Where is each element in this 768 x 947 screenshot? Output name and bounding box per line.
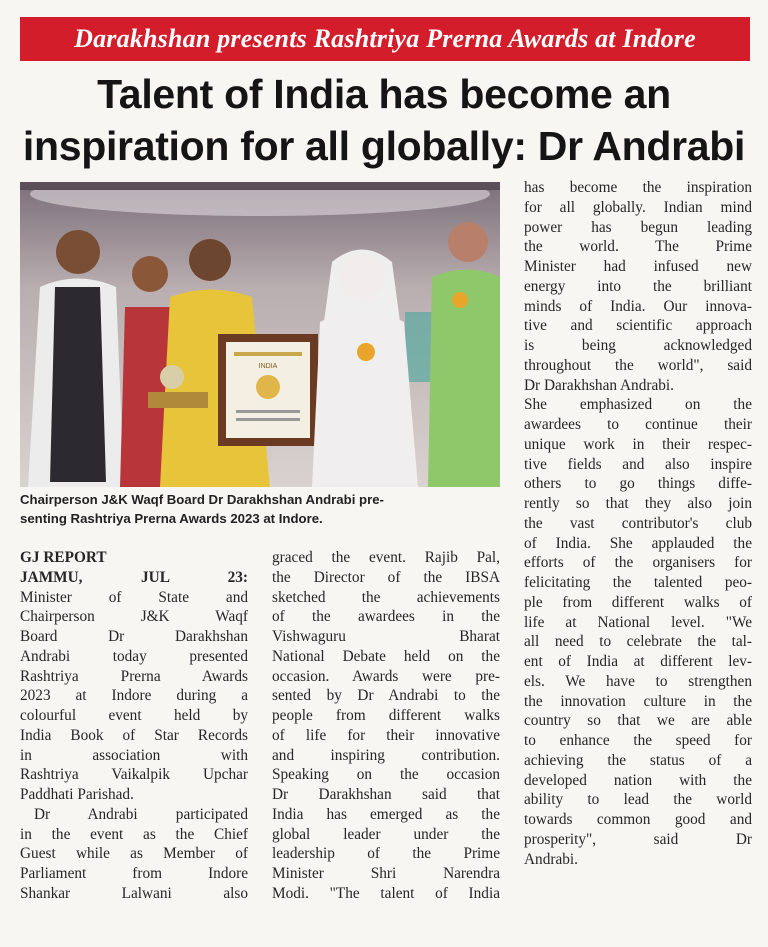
text-line: and inspiring contribution. bbox=[272, 746, 500, 764]
text-line: achieving the status of a bbox=[524, 751, 752, 769]
text-line: of India. She applauded the bbox=[524, 534, 752, 552]
text-line: sketched the achievements bbox=[272, 588, 500, 606]
section-banner: Darakhshan presents Rashtriya Prerna Awards at Indore bbox=[20, 17, 750, 61]
text-line: tive and scientific approach bbox=[524, 317, 752, 335]
headline-line: Talent of India has become an bbox=[97, 71, 671, 117]
text-line: throughout the world", said bbox=[524, 356, 752, 374]
text-line: Modi. "The talent of India bbox=[272, 884, 500, 902]
text-line: occasion. Awards were pre- bbox=[272, 667, 500, 685]
text-line: of the awardees in the bbox=[272, 608, 500, 626]
text-line: She emphasized on the bbox=[524, 396, 752, 414]
text-line: life at National level. "We bbox=[524, 613, 752, 631]
text-line: Andrabi. bbox=[524, 850, 578, 868]
text-line: in the event as the Chief bbox=[20, 825, 248, 843]
text-line: developed nation with the bbox=[524, 771, 752, 789]
text-line: country so that we are able bbox=[524, 712, 752, 730]
text-line: awardees to continue their bbox=[524, 416, 752, 433]
byline: GJ REPORT bbox=[20, 549, 107, 566]
text-line: 2023 at Indore during a bbox=[20, 687, 248, 705]
text-line: energy into the brilliant bbox=[524, 277, 752, 295]
text-line: has become the inspiration bbox=[524, 179, 752, 196]
dateline: JAMMU, JUL 23: bbox=[20, 568, 248, 586]
article-column-2 bbox=[272, 548, 500, 904]
text-line: ability to lead the world bbox=[524, 791, 752, 809]
text-line: Paddhati Parishad. bbox=[20, 786, 134, 803]
text-line: Vishwaguru Bharat bbox=[272, 628, 500, 645]
text-line: Chairperson J&K Waqf bbox=[20, 608, 248, 626]
text-line: India has emerged as the bbox=[272, 805, 500, 823]
article-column-1 bbox=[20, 548, 248, 904]
headline bbox=[14, 68, 754, 172]
text-line: is being acknowledged bbox=[524, 337, 752, 354]
caption-line: senting Rashtriya Prerna Awards 2023 at Indore. bbox=[20, 511, 323, 526]
text-line: Speaking on the occasion bbox=[272, 766, 500, 784]
text-line: rently so that they also join bbox=[524, 495, 752, 512]
text-line: others to go things diffe- bbox=[524, 475, 752, 493]
text-line: tive fields and also inspire bbox=[524, 455, 752, 473]
headline-line: inspiration for all globally: Dr Andrabi bbox=[22, 123, 746, 169]
text-line: power has begun leading bbox=[524, 218, 752, 236]
text-line: Minister Shri Narendra bbox=[272, 865, 500, 882]
text-line: in association with bbox=[20, 746, 248, 764]
text-line: the Director of the IBSA bbox=[272, 568, 500, 586]
text-line: people from different walks bbox=[272, 707, 500, 724]
text-line: of life for their innovative bbox=[272, 726, 500, 744]
text-line: minds of India. Our innova- bbox=[524, 297, 752, 315]
text-line: Guest while as Member of bbox=[20, 845, 248, 863]
text-line: Rashtriya Vaikalpik Upchar bbox=[20, 766, 248, 784]
text-line: ent of India at different lev- bbox=[524, 653, 752, 670]
text-line: Minister of State and bbox=[20, 588, 248, 606]
text-line: Andrabi today presented bbox=[20, 647, 248, 665]
text-line: els. We have to strengthen bbox=[524, 672, 752, 690]
text-line: sented by Dr Andrabi to the bbox=[272, 687, 500, 705]
text-line: Board Dr Darakhshan bbox=[20, 628, 248, 645]
text-line: towards common good and bbox=[524, 811, 752, 828]
text-line: Dr Darakhshan Andrabi. bbox=[524, 376, 674, 394]
text-line: Dr Andrabi participated bbox=[34, 805, 248, 823]
text-line: leadership of the Prime bbox=[272, 845, 500, 863]
text-line: colourful event held by bbox=[20, 707, 248, 724]
text-line: for all globally. Indian mind bbox=[524, 198, 752, 216]
text-line: ple from different walks of bbox=[524, 593, 752, 611]
text-line: prosperity", said Dr bbox=[524, 830, 752, 848]
text-line: Dr Darakhshan said that bbox=[272, 786, 500, 803]
caption-line: Chairperson J&K Waqf Board Dr Darakhshan Andrabi pre- bbox=[20, 492, 384, 507]
text-line: global leader under the bbox=[272, 825, 500, 843]
text-line: the innovation culture in the bbox=[524, 692, 752, 710]
text-line: National Debate held on the bbox=[272, 647, 500, 665]
text-line: to enhance the speed for bbox=[524, 732, 752, 749]
text-line: unique work in their respec- bbox=[524, 435, 752, 453]
text-line: felicitating the talented peo- bbox=[524, 574, 752, 591]
text-line: Rashtriya Prerna Awards bbox=[20, 667, 248, 685]
photo-caption bbox=[20, 490, 500, 528]
article-column-3 bbox=[524, 178, 752, 869]
certificate-label: INDIA bbox=[258, 363, 278, 370]
text-line: efforts of the organisers for bbox=[524, 554, 752, 572]
text-line: Minister had infused new bbox=[524, 258, 752, 275]
text-line: all need to celebrate the tal- bbox=[524, 633, 752, 651]
text-line: Parliament from Indore bbox=[20, 865, 248, 882]
text-line: the vast contributor's club bbox=[524, 514, 752, 532]
news-photo bbox=[20, 182, 500, 487]
text-line: the world. The Prime bbox=[524, 238, 752, 256]
text-line: graced the event. Rajib Pal, bbox=[272, 549, 500, 566]
text-line: Shankar Lalwani also bbox=[20, 884, 248, 902]
text-line: India Book of Star Records bbox=[20, 726, 248, 744]
